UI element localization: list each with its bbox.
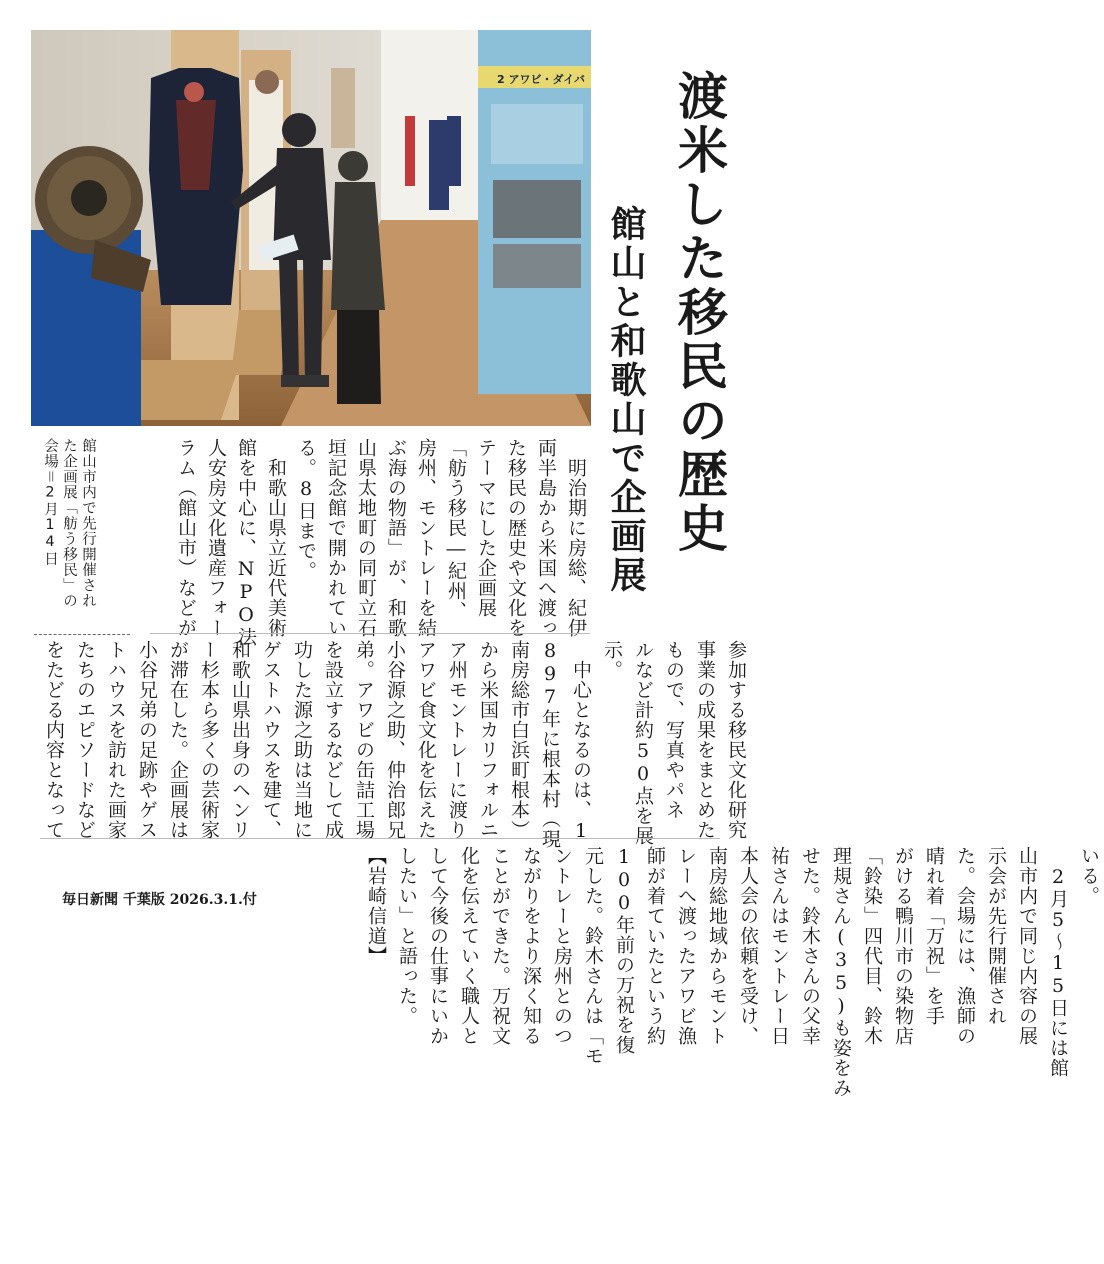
article-body-middle: 参加する移民文化研究 事業の成果をまとめた もので、写真やパネ ルなど計約50点を展 示。 中心となるのは、1 897年に根本村（現 南房総市白浜町根本） から米国カリフォルニ ア州モントレーに渡り アワビ食文化を伝えた 小谷源之助、仲治郎兄 弟。アワビの缶詰工場 を設立するなどして成 功した源之助は当地に ゲストハウスを建て、 和歌山県出身のヘンリ ー杉本ら多くの芸術家 が滞在した。企画展は 小谷兄弟の足跡やゲス トハウスを訪れた画家 たちのエピソードなど をたどる内容となって bbox=[43, 640, 747, 849]
caption-divider bbox=[34, 634, 130, 635]
exhibition-photo bbox=[31, 30, 591, 426]
photo-caption: 館山市内で先行開催され た企画展「舫う移民」の 会場＝2月14日 bbox=[42, 438, 96, 609]
source-credit: 毎日新聞 千葉版 2026.3.1.付 bbox=[62, 892, 257, 908]
subheadline: 館山と和歌山で企画展 bbox=[605, 205, 646, 595]
column-divider-1 bbox=[150, 633, 590, 634]
panel-heading: 2 アワビ・ダイバ bbox=[497, 73, 586, 86]
article-body-bottom: いる。 2月5～15日には館 山市内で同じ内容の展 示会が先行開催され た。会場には、漁師の 晴れ着「万祝」を手 がける鴨川市の染物店 「鈴染」四代目、鈴木 理規さん(35)も姿をみ せた。鈴木さんの父幸 祐さんはモントレー日 本人会の依頼を受け、 南房総地域からモント レーへ渡ったアワビ漁 師が着ていたという約 100年前の万祝を復 元した。鈴木さんは「モ ントレーと房州とのつ ながりをより深く知る ことができた。万祝文 化を伝えていく職人と して今後の仕事にいか したい」と語った。 【岩崎信道】 bbox=[365, 846, 1100, 1098]
headline: 渡米した移民の歴史 bbox=[670, 70, 728, 556]
column-divider-2 bbox=[40, 838, 720, 839]
article-body-top: 明治期に房総、紀伊 両半島から米国へ渡っ た移民の歴史や文化を テーマにした企画展 「舫う移民―紀州、 房州、モントレーを結 ぶ海の物語」が、和歌 山県太地町の同町立石 垣記念館で開かれてい る。8日まで。 和歌山県立近代美術 館を中心に、NPO法 人安房文化遺産フォー ラム（館山市）などが bbox=[175, 438, 587, 647]
